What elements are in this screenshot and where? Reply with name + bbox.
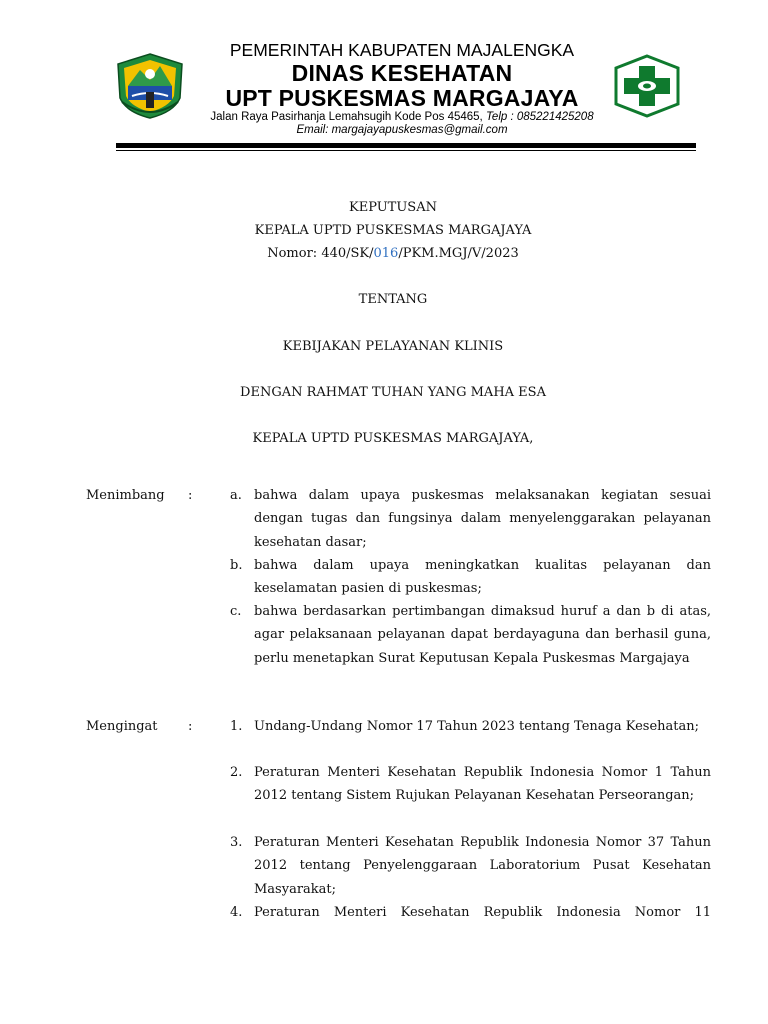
mengingat-colon: : bbox=[188, 719, 193, 734]
email-line: Email: margajayapuskesmas@gmail.com bbox=[296, 124, 508, 136]
mengingat-item-3: Peraturan Menteri Kesehatan Republik Indonesia Nomor 37 Tahun 2012 tentang Penyelenggaraan Laboratorium Pusat Kesehatan Masyarakat; bbox=[254, 835, 711, 897]
agency-name: DINAS KESEHATAN bbox=[291, 60, 513, 86]
mengingat-item-4: Peraturan Menteri Kesehatan Republik Indonesia Nomor 11 bbox=[254, 905, 711, 920]
phone-text: Telp : 085221425208 bbox=[485, 111, 594, 123]
mengingat-mark-4: 4. bbox=[230, 905, 243, 920]
number-highlight: 016 bbox=[373, 246, 399, 261]
letterhead bbox=[0, 0, 768, 155]
menimbang-mark-a: a. bbox=[230, 488, 242, 503]
number-suffix: /PKM.MGJ/V/2023 bbox=[398, 246, 519, 261]
mengingat-item-2: Peraturan Menteri Kesehatan Republik Indonesia Nomor 1 Tahun 2012 tentang Sistem Rujukan Pelayanan Kesehatan Perseorangan; bbox=[254, 765, 711, 804]
mengingat-mark-3: 3. bbox=[230, 835, 243, 850]
government-name: PEMERINTAH KABUPATEN MAJALENGKA bbox=[229, 40, 575, 60]
menimbang-item-a: bahwa dalam upaya puskesmas melaksanakan kegiatan sesuai dengan tugas dan fungsinya dalam menyelenggarakan pelayanan kesehatan dasar; bbox=[254, 488, 711, 550]
majalengka-emblem-icon bbox=[114, 52, 186, 120]
menimbang-colon: : bbox=[188, 488, 193, 503]
puskesmas-cross-icon bbox=[612, 54, 682, 118]
header-rule-thick bbox=[116, 143, 696, 148]
number-prefix: Nomor: 440/SK/ bbox=[267, 246, 374, 261]
decree-about: TENTANG bbox=[358, 292, 428, 307]
mengingat-label: Mengingat bbox=[86, 719, 158, 734]
decree-title: KEPUTUSAN bbox=[349, 200, 437, 215]
menimbang-mark-c: c. bbox=[230, 604, 242, 619]
menimbang-mark-b: b. bbox=[230, 558, 243, 573]
decree-blessing: DENGAN RAHMAT TUHAN YANG MAHA ESA bbox=[240, 385, 546, 400]
decree-number bbox=[0, 246, 768, 261]
mengingat-mark-1: 1. bbox=[230, 719, 243, 734]
address-text: Jalan Raya Pasirhanja Lemahsugih Kode Pos 45465, bbox=[210, 111, 483, 123]
menimbang-item-c: bahwa berdasarkan pertimbangan dimaksud huruf a dan b di atas, agar pelaksanaan pelayanan dapat berdayaguna dan berhasil guna, perlu menetapkan Surat Keputusan Kepala Puskesmas Margajaya bbox=[254, 604, 711, 666]
decree-issuer: KEPALA UPTD PUSKESMAS MARGAJAYA bbox=[254, 223, 532, 238]
menimbang-item-b: bahwa dalam upaya meningkatkan kualitas pelayanan dan keselamatan pasien di puskesmas; bbox=[254, 558, 711, 597]
address-line bbox=[180, 111, 624, 123]
decree-subject: KEBIJAKAN PELAYANAN KLINIS bbox=[282, 339, 504, 354]
decree-head: KEPALA UPTD PUSKESMAS MARGAJAYA, bbox=[252, 431, 534, 446]
mengingat-item-1: Undang-Undang Nomor 17 Tahun 2023 tentang Tenaga Kesehatan; bbox=[254, 719, 700, 734]
menimbang-label: Menimbang bbox=[86, 488, 165, 503]
mengingat-mark-2: 2. bbox=[230, 765, 243, 780]
unit-name: UPT PUSKESMAS MARGAJAYA bbox=[225, 85, 579, 111]
header-rule-thin bbox=[116, 150, 696, 151]
